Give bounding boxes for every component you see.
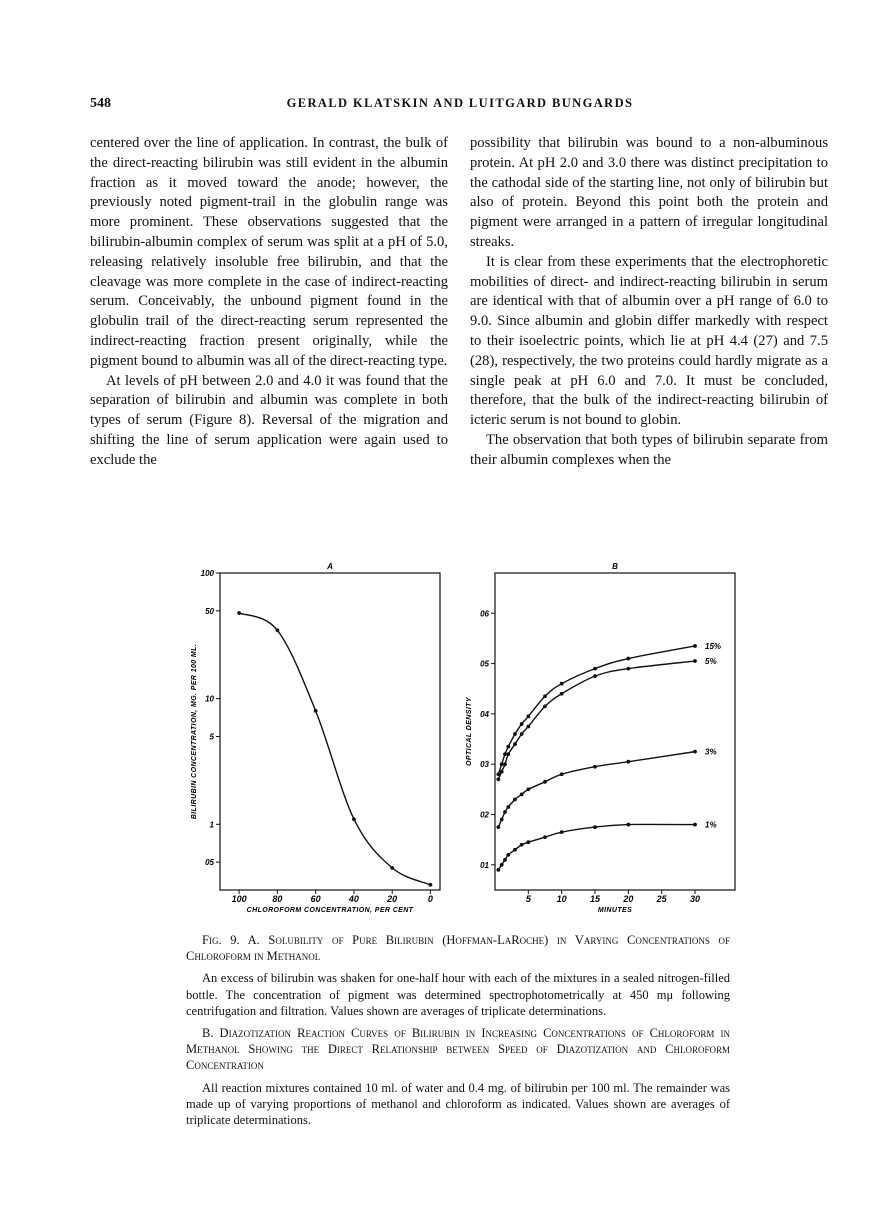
chart-a-y-tick-label: 50 [205, 606, 214, 616]
right-paragraph-3: The observation that both types of bilirubin separate from their albumin complexes when the [470, 431, 828, 468]
chart-b-data-point [526, 725, 530, 729]
right-paragraph-1: possibility that bilirubin was bound to a non-albuminous protein. At pH 2.0 and 3.0 there was distinct precipitation to the cathodal side of the starting line, not only of bilirubin but also of protein. Beyond this point both the protein and pigment were arranged in a pattern of irregular longitudinal streaks. [470, 135, 828, 250]
chart-a-data-point [429, 883, 433, 887]
chart-a-y-tick-label: 05 [205, 858, 214, 868]
chart-a-y-tick-label: 10 [205, 694, 214, 704]
chart-a-frame [220, 573, 440, 890]
chart-b-data-point [626, 760, 630, 764]
chart-b-series-label: 3% [705, 747, 717, 757]
chart-b-data-point [560, 682, 564, 686]
chart-a-x-tick-label: 20 [387, 894, 398, 904]
chart-b-data-point [506, 752, 510, 756]
chart-a-data-point [352, 817, 356, 821]
chart-a-x-tick-label: 80 [272, 894, 283, 904]
chart-b-data-point [526, 840, 530, 844]
chart-b-data-point [513, 742, 517, 746]
chart-b-panel-label: B [612, 562, 618, 571]
chart-b-y-tick-label: 05 [480, 659, 489, 669]
chart-a-data-point [275, 628, 279, 632]
chart-a-x-tick-label: 0 [427, 894, 433, 904]
running-head: GERALD KLATSKIN AND LUITGARD BUNGARDS [286, 96, 634, 110]
left-paragraph-1: centered over the line of application. In contrast, the bulk of the direct-reacting bilirubin was still evident in the albumin fraction as it moved toward the anode; however, the previously noted pigment-trail in the globulin range was more prominent. These observations suggested that the bilirubin-albumin complex of serum was split at a pH of 5.0, releasing relatively insoluble free bilirubin, and that the cleavage was more complete in the case of indirect-reacting serum. Conceivably, the unbound pigment found in the globulin trail of the direct-reacting serum represented the indirect-reacting fraction present originally, while the pigment bound to albumin was all of the direct-reacting type. [90, 135, 448, 369]
chart-b-data-point [526, 787, 530, 791]
chart-b-data-point [693, 644, 697, 648]
right-column [470, 134, 828, 471]
chart-b-data-point [503, 858, 507, 862]
chart-a-y-axis-label: BILIRUBIN CONCENTRATION, MG. PER 100 ML. [191, 643, 198, 820]
chart-b-data-point [520, 843, 524, 847]
chart-b-data-point [560, 830, 564, 834]
caption-b-title: B. Diazotization Reaction Curves of Bilirubin in Increasing Concentrations of Chloroform in Methanol Showing the Direct Relationship between Speed of Diazotization and Chloroform Concentration [186, 1026, 730, 1073]
chart-b-data-point [543, 780, 547, 784]
chart-a-data-point [390, 866, 394, 870]
chart-b-data-point [593, 667, 597, 671]
chart-b-x-tick-label: 30 [689, 894, 701, 904]
chart-a-y-tick-label: 1 [209, 820, 214, 830]
chart-b-y-axis-label: OPTICAL DENSITY [466, 697, 473, 766]
chart-b-data-point [500, 770, 504, 774]
caption-a-body: An excess of bilirubin was shaken for one-half hour with each of the mixtures in a sealed nitrogen-filled bottle. The concentration of pigment was determined spectrophotometrically at 450 mμ following centrifugation and filtration. Values shown are averages of triplicate determinations. [186, 971, 730, 1018]
chart-b-series-label: 15% [705, 641, 722, 651]
chart-b-y-tick-label: 04 [480, 709, 489, 719]
chart-b-x-tick-label: 10 [556, 894, 567, 904]
chart-b-data-point [543, 835, 547, 839]
chart-b-data-point [496, 825, 500, 829]
chart-a-x-tick-label: 100 [231, 894, 247, 904]
caption-b-body: All reaction mixtures contained 10 ml. of water and 0.4 mg. of bilirubin per 100 ml. The remainder was made up of varying proportions of methanol and chloroform as indicated. Values shown are averages of triplicate determinations. [186, 1080, 730, 1128]
chart-a-data-point [237, 611, 241, 615]
chart-b-series-label: 1% [705, 820, 717, 830]
chart-b-data-point [693, 659, 697, 663]
chart-b-data-point [500, 762, 504, 766]
chart-b-data-point [526, 715, 530, 719]
figure-9 [180, 560, 750, 930]
chart-b-frame [495, 573, 735, 890]
chart-b-data-point [506, 745, 510, 749]
chart-b-data-point [506, 805, 510, 809]
chart-a-series-line [239, 613, 430, 885]
chart-b-data-point [513, 848, 517, 852]
chart-a-x-tick-label: 60 [310, 894, 321, 904]
chart-b-x-tick-label: 20 [623, 894, 634, 904]
left-paragraph-2: At levels of pH between 2.0 and 4.0 it was found that the separation of bilirubin and albumin was complete in both types of serum (Figure 8). Reversal of the migration and shifting the line of serum application were again used to exclude the [90, 372, 448, 468]
chart-b-data-point [543, 694, 547, 698]
chart-b-data-point [560, 772, 564, 776]
chart-b-data-point [503, 810, 507, 814]
chart-b-data-point [503, 762, 507, 766]
chart-a-panel-label: A [327, 562, 333, 571]
chart-b-y-tick-label: 03 [480, 760, 489, 770]
chart-b-series-label: 5% [705, 657, 717, 667]
chart-a-x-tick-label: 40 [348, 894, 359, 904]
chart-b-data-point [593, 674, 597, 678]
chart-b-data-point [626, 657, 630, 661]
chart-b-data-point [626, 823, 630, 827]
chart-b-data-point [693, 823, 697, 827]
chart-b-series-line [498, 646, 695, 774]
chart-b-x-axis-label: MINUTES [597, 907, 633, 914]
chart-b-data-point [500, 818, 504, 822]
figure-caption [186, 932, 730, 1134]
right-paragraph-2: It is clear from these experiments that the electrophoretic mobilities of direct- and indirect-reacting bilirubin in serum are identical with that of albumin over a pH range of 6.0 to 9.0. Since albumin and globin differ markedly with respect to their isoelectric points, which lie at pH 4.4 (27) and 7.5 (28), respectively, the two proteins could hardly migrate as a single peak at pH 6.0 and 7.0. It must be concluded, therefore, that the bulk of the indirect-reacting bilirubin of icteric serum is not bound to globin. [470, 253, 828, 429]
chart-b-data-point [503, 752, 507, 756]
chart-b-data-point [513, 732, 517, 736]
figure-9-svg [180, 560, 750, 930]
chart-b-data-point [496, 777, 500, 781]
chart-b-data-point [520, 792, 524, 796]
chart-b-data-point [520, 732, 524, 736]
chart-a-x-axis-label: CHLOROFORM CONCENTRATION, PER CENT [246, 907, 414, 914]
chart-b-data-point [626, 667, 630, 671]
chart-b-data-point [520, 722, 524, 726]
chart-a-y-tick-label: 5 [209, 732, 214, 742]
page-number: 548 [90, 96, 111, 111]
page-header [90, 96, 830, 116]
caption-a-title: Fig. 9. A. Solubility of Pure Bilirubin (Hoffman-LaRoche) in Varying Concentrations of Chloroform in Methanol [186, 933, 730, 964]
chart-b-data-point [593, 765, 597, 769]
chart-b-data-point [496, 868, 500, 872]
chart-a-y-tick-label: 100 [200, 569, 214, 578]
chart-b-data-point [560, 692, 564, 696]
chart-b-x-tick-label: 15 [589, 894, 601, 904]
chart-a-data-point [314, 709, 318, 713]
chart-b-y-tick-label: 06 [480, 609, 489, 619]
chart-b-data-point [593, 825, 597, 829]
chart-b-series-line [498, 824, 695, 869]
chart-b-y-tick-label: 01 [480, 860, 489, 870]
chart-b-data-point [500, 863, 504, 867]
chart-b-x-tick-label: 25 [656, 894, 667, 904]
chart-b-x-tick-label: 5 [525, 894, 531, 904]
chart-b-y-tick-label: 02 [480, 810, 489, 820]
left-column [90, 134, 448, 471]
chart-b-data-point [506, 853, 510, 857]
chart-b-data-point [693, 750, 697, 754]
chart-b-series-line [498, 661, 695, 779]
chart-b-data-point [543, 704, 547, 708]
chart-b-data-point [513, 798, 517, 802]
